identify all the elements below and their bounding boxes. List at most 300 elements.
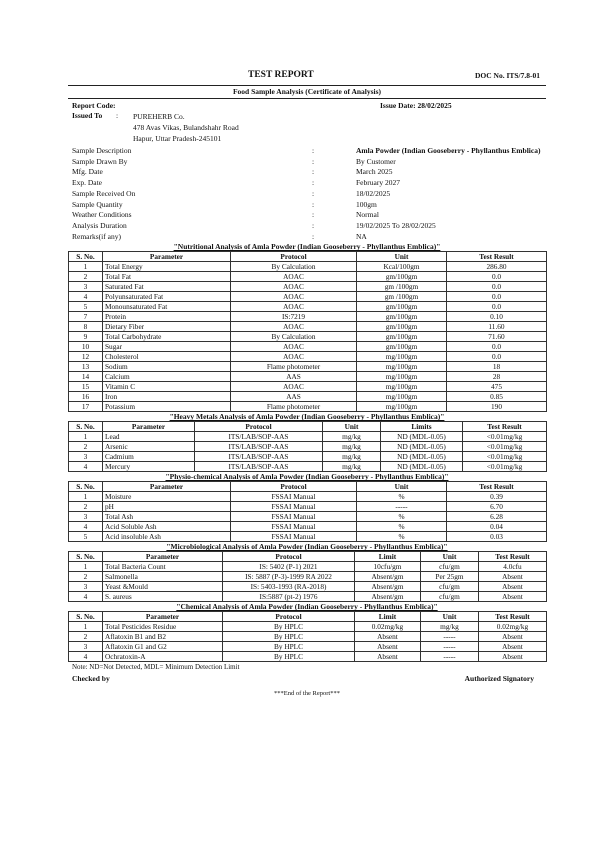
table-cell: Per 25gm [421,572,479,582]
column-header: Unit [323,422,381,432]
column-header: S. No. [69,612,103,622]
table-cell: By Calculation [231,262,357,272]
table-cell: Total Carbohydrate [103,332,231,342]
table-header-row [69,612,547,622]
micro-table [68,551,547,602]
table-row [69,322,547,332]
table-cell: 10 [69,342,103,352]
info-row [68,167,546,178]
table-cell: Lead [103,432,195,442]
table-cell: Iron [103,392,231,402]
table-cell: 0.0 [447,282,547,292]
table-cell: Total Fat [103,272,231,282]
table-cell: Sodium [103,362,231,372]
column-header: Limits [381,422,463,432]
column-header: Parameter [103,422,195,432]
report-subtitle: Food Sample Analysis (Certificate of Analysis) [68,85,546,99]
table-cell: 2 [69,272,103,282]
table-cell: Ochratoxin-A [103,652,223,662]
table-row [69,522,547,532]
authorized-signatory: Authorized Signatory [464,674,534,684]
table-cell: ----- [421,652,479,662]
table-cell: 28 [447,372,547,382]
table-cell: ND (MDL-0.05) [381,442,463,452]
table-cell: By HPLC [223,622,355,632]
metals-title: "Heavy Metals Analysis of Amla Powder (Indian Gooseberry - Phyllanthus Emblica)" [169,412,445,422]
table-cell: Absent [479,572,547,582]
table-row [69,272,547,282]
issued-to-colon: : [116,111,119,120]
info-colon: : [312,231,315,241]
table-cell: 0.0 [447,342,547,352]
table-row [69,502,547,512]
table-cell: 17 [69,402,103,412]
table-cell: % [357,522,447,532]
column-header: Protocol [195,422,323,432]
table-cell: 13 [69,362,103,372]
doc-number: DOC No. ITS/7.8-01 [474,71,540,80]
chemical-table [68,611,547,662]
info-value: 100gm [356,199,377,209]
table-cell: Yeast &Mould [103,582,223,592]
end-of-report: ***End of the Report*** [274,690,340,698]
table-cell: FSSAI Manual [231,532,357,542]
table-cell: 12 [69,352,103,362]
table-cell: Potassium [103,402,231,412]
table-cell: 7 [69,312,103,322]
table-cell: Protein [103,312,231,322]
table-cell: ND (MDL-0.05) [381,432,463,442]
info-row [68,157,546,168]
table-cell: 475 [447,382,547,392]
table-cell: 0.85 [447,392,547,402]
table-cell: Flame photometer [231,402,357,412]
table-cell: 2 [69,502,103,512]
table-cell: AOAC [231,282,357,292]
table-cell: 4 [69,522,103,532]
table-cell: Polyunsaturated Fat [103,292,231,302]
table-row [69,292,547,302]
table-cell: cfu/gm [421,592,479,602]
table-cell: 6.28 [447,512,547,522]
column-header: S. No. [69,422,103,432]
table-cell: mg/kg [323,452,381,462]
table-cell: 1 [69,432,103,442]
table-cell: Absent [479,652,547,662]
table-cell: AAS [231,392,357,402]
table-row [69,532,547,542]
table-cell: 4 [69,652,103,662]
table-cell: S. aureus [103,592,223,602]
table-cell: 0.0 [447,352,547,362]
column-header: Unit [421,612,479,622]
company-name: PUREHERB Co. [133,112,185,121]
nutrition-table [68,251,547,412]
column-header: Parameter [103,252,231,262]
info-value: February 2027 [356,178,400,188]
table-header-row [69,422,547,432]
info-value: 19/02/2025 To 28/02/2025 [356,220,436,230]
table-cell: AOAC [231,352,357,362]
info-key: Sample Drawn By [72,156,128,166]
table-cell: mg/kg [421,622,479,632]
table-cell: % [357,492,447,502]
physio-table [68,481,547,542]
table-cell: Acid insoluble Ash [103,532,231,542]
table-cell: 1 [69,562,103,572]
column-header: Protocol [231,482,357,492]
column-header: Protocol [223,552,355,562]
signature-row [68,674,546,688]
info-row [68,189,546,200]
table-cell: Mercury [103,462,195,472]
column-header: Protocol [231,252,357,262]
issued-to-address [133,111,239,144]
sample-info [68,146,546,242]
info-colon: : [312,178,315,188]
table-cell: mg/kg [323,442,381,452]
table-cell: IS: 5403-1993 (RA-2018) [223,582,355,592]
table-cell: AOAC [231,272,357,282]
info-key: Exp. Date [72,178,102,188]
info-row [68,221,546,232]
table-cell: mg/100gm [357,352,447,362]
table-cell: 5 [69,532,103,542]
micro-title: "Microbiological Analysis of Amla Powder (Indian Gooseberry - Phyllanthus Emblica)" [166,542,448,552]
column-header: S. No. [69,552,103,562]
table-row [69,402,547,412]
table-cell: Aflatoxin B1 and B2 [103,632,223,642]
table-cell: IS: 5402 (P-1) 2021 [223,562,355,572]
column-header: Test Result [447,252,547,262]
table-cell: ITS/LAB/SOP-AAS [195,452,323,462]
table-cell: mg/100gm [357,402,447,412]
table-cell: FSSAI Manual [231,522,357,532]
table-cell: mg/100gm [357,382,447,392]
table-row [69,462,547,472]
table-cell: IS:7219 [231,312,357,322]
column-header: Unit [357,252,447,262]
table-cell: By HPLC [223,642,355,652]
table-cell: Total Ash [103,512,231,522]
footnote: Note: ND=Not Detected, MDL= Minimum Detection Limit [72,663,240,672]
table-cell: Arsenic [103,442,195,452]
table-cell: 0.02mg/kg [355,622,421,632]
column-header: Test Result [479,552,547,562]
table-cell: 3 [69,642,103,652]
table-cell: ----- [421,642,479,652]
info-value: Amla Powder (Indian Gooseberry - Phyllanthus Emblica) [356,146,541,155]
table-cell: 0.39 [447,492,547,502]
info-colon: : [312,167,315,177]
table-cell: By HPLC [223,652,355,662]
table-cell: 4 [69,462,103,472]
table-cell: <0.01mg/kg [463,462,547,472]
info-key: Remarks(if any) [72,231,121,241]
table-row [69,392,547,402]
table-cell: IS:5887 (pt-2) 1976 [223,592,355,602]
info-colon: : [312,146,315,155]
table-cell: 71.60 [447,332,547,342]
info-key: Weather Conditions [72,210,132,220]
table-cell: gm/100gm [357,322,447,332]
table-cell: ND (MDL-0.05) [381,452,463,462]
table-cell: Saturated Fat [103,282,231,292]
table-cell: 4 [69,592,103,602]
issue-date: Issue Date: 28/02/2025 [380,101,452,110]
table-cell: FSSAI Manual [231,512,357,522]
table-cell: By HPLC [223,632,355,642]
info-row [68,210,546,221]
table-cell: Absent [479,592,547,602]
report-code-row [68,100,546,111]
table-cell: 5 [69,302,103,312]
table-cell: Flame photometer [231,362,357,372]
info-key: Sample Description [72,146,132,155]
table-cell: IS: 5887 (P-3)-1999 RA 2022 [223,572,355,582]
info-colon: : [312,220,315,230]
table-cell: Dietary Fiber [103,322,231,332]
table-cell: 1 [69,492,103,502]
info-row [68,200,546,211]
table-row [69,312,547,322]
column-header: Parameter [103,552,223,562]
table-cell: 0.03 [447,532,547,542]
physio-title: "Physio-chemical Analysis of Amla Powder (Indian Gooseberry - Phyllanthus Emblica)" [165,472,449,482]
table-cell: % [357,512,447,522]
table-row [69,372,547,382]
column-header: Test Result [447,482,547,492]
table-cell: Absent/gm [355,592,421,602]
table-cell: Absent [355,642,421,652]
table-row [69,642,547,652]
table-cell: ND (MDL-0.05) [381,462,463,472]
table-cell: <0.01mg/kg [463,432,547,442]
table-cell: AOAC [231,382,357,392]
table-cell: % [357,532,447,542]
info-colon: : [312,156,315,166]
table-cell: 2 [69,632,103,642]
table-cell: By Calculation [231,332,357,342]
table-cell: ----- [421,632,479,642]
table-cell: 1 [69,262,103,272]
table-cell: Acid Soluble Ash [103,522,231,532]
table-cell: mg/100gm [357,372,447,382]
table-cell: Cholesterol [103,352,231,362]
table-cell: Total Pesticides Residue [103,622,223,632]
table-cell: 16 [69,392,103,402]
table-row [69,592,547,602]
table-cell: AOAC [231,342,357,352]
table-cell: 0.0 [447,302,547,312]
table-cell: Vitamin C [103,382,231,392]
table-cell: AAS [231,372,357,382]
table-cell: Total Energy [103,262,231,272]
table-cell: Sugar [103,342,231,352]
info-value: 18/02/2025 [356,188,391,198]
table-cell: mg/100gm [357,362,447,372]
report-page [68,70,546,697]
nutrition-title: "Nutritional Analysis of Amla Powder (Indian Gooseberry - Phyllanthus Emblica)" [173,242,441,252]
table-cell: 9 [69,332,103,342]
info-key: Analysis Duration [72,220,127,230]
table-cell: Absent/gm [355,572,421,582]
column-header: Parameter [103,482,231,492]
info-colon: : [312,188,315,198]
table-cell: Calcium [103,372,231,382]
table-cell: Absent [355,652,421,662]
table-cell: cfu/gm [421,562,479,572]
table-cell: Absent [355,632,421,642]
issued-to-label: Issued To [72,111,103,120]
table-cell: 2 [69,572,103,582]
info-value: March 2025 [356,167,393,177]
table-row [69,262,547,272]
table-cell: ITS/LAB/SOP-AAS [195,432,323,442]
info-key: Mfg. Date [72,167,103,177]
table-cell: <0.01mg/kg [463,452,547,462]
table-cell: Total Bacteria Count [103,562,223,572]
table-cell: gm/100gm [357,342,447,352]
issued-to-block [68,111,546,144]
info-value: NA [356,231,367,241]
table-row [69,512,547,522]
table-row [69,332,547,342]
table-cell: Salmonella [103,572,223,582]
table-cell: Kcal/100gm [357,262,447,272]
table-row [69,432,547,442]
column-header: Parameter [103,612,223,622]
table-cell: gm/100gm [357,272,447,282]
table-cell: AOAC [231,322,357,332]
table-cell: mg/kg [323,432,381,442]
table-header-row [69,482,547,492]
table-row [69,492,547,502]
table-cell: 3 [69,582,103,592]
table-row [69,342,547,352]
column-header: S. No. [69,252,103,262]
table-cell: ----- [357,502,447,512]
table-cell: 3 [69,512,103,522]
table-cell: gm/100gm [357,332,447,342]
table-header-row [69,552,547,562]
table-cell: 3 [69,452,103,462]
table-cell: pH [103,502,231,512]
table-cell: 0.0 [447,292,547,302]
table-cell: Moisture [103,492,231,502]
table-cell: ITS/LAB/SOP-AAS [195,442,323,452]
report-code-label: Report Code: [72,101,116,110]
column-header: Limit [355,612,421,622]
table-row [69,652,547,662]
address-line-1: 478 Avas Vikas, Bulandshahr Road [133,123,239,132]
table-cell: Absent [479,632,547,642]
info-row [68,178,546,189]
table-cell: 14 [69,372,103,382]
table-cell: 8 [69,322,103,332]
chemical-title: "Chemical Analysis of Amla Powder (Indian Gooseberry - Phyllanthus Emblica)" [176,602,438,612]
info-key: Sample Quantity [72,199,123,209]
info-value: Normal [356,210,379,220]
column-header: Unit [357,482,447,492]
table-cell: 1 [69,622,103,632]
table-cell: mg/kg [323,462,381,472]
info-colon: : [312,210,315,220]
table-cell: Absent [479,642,547,652]
table-cell: ITS/LAB/SOP-AAS [195,462,323,472]
table-cell: 15 [69,382,103,392]
table-cell: Aflatoxin G1 and G2 [103,642,223,652]
table-cell: 3 [69,282,103,292]
table-row [69,622,547,632]
table-cell: mg/100gm [357,392,447,402]
table-cell: AOAC [231,302,357,312]
table-cell: gm/100gm [357,312,447,322]
table-row [69,382,547,392]
table-cell: 4.0cfu [479,562,547,572]
table-cell: FSSAI Manual [231,492,357,502]
table-cell: Absent [479,582,547,592]
table-cell: Cadmium [103,452,195,462]
table-row [69,632,547,642]
table-row [69,572,547,582]
table-cell: cfu/gm [421,582,479,592]
info-key: Sample Received On [72,188,136,198]
column-header: Limit [355,552,421,562]
table-row [69,302,547,312]
column-header: Test Result [463,422,547,432]
checked-by: Checked by [72,674,110,684]
report-header [68,70,546,84]
table-cell: 0.10 [447,312,547,322]
metals-table [68,421,547,472]
table-cell: 286.80 [447,262,547,272]
info-value: By Customer [356,156,396,166]
table-cell: Absent/gm [355,582,421,592]
address-line-2: Hapur, Uttar Pradesh-245101 [133,134,222,143]
table-cell: 10cfu/gm [355,562,421,572]
table-cell: Monounsaturated Fat [103,302,231,312]
table-cell: 6.70 [447,502,547,512]
table-cell: AOAC [231,292,357,302]
table-row [69,362,547,372]
table-cell: 0.02mg/kg [479,622,547,632]
column-header: Protocol [223,612,355,622]
table-cell: gm/100gm [357,302,447,312]
table-cell: 2 [69,442,103,452]
table-cell: <0.01mg/kg [463,442,547,452]
info-colon: : [312,199,315,209]
table-cell: gm /100gm [357,292,447,302]
table-cell: FSSAI Manual [231,502,357,512]
table-row [69,282,547,292]
table-row [69,562,547,572]
info-row [68,232,546,243]
table-row [69,352,547,362]
table-cell: 18 [447,362,547,372]
table-row [69,442,547,452]
table-cell: 190 [447,402,547,412]
table-cell: 0.04 [447,522,547,532]
table-cell: 4 [69,292,103,302]
table-row [69,452,547,462]
info-row [68,146,546,157]
table-row [69,582,547,592]
column-header: S. No. [69,482,103,492]
table-cell: 0.0 [447,272,547,282]
table-cell: gm /100gm [357,282,447,292]
column-header: Test Result [479,612,547,622]
